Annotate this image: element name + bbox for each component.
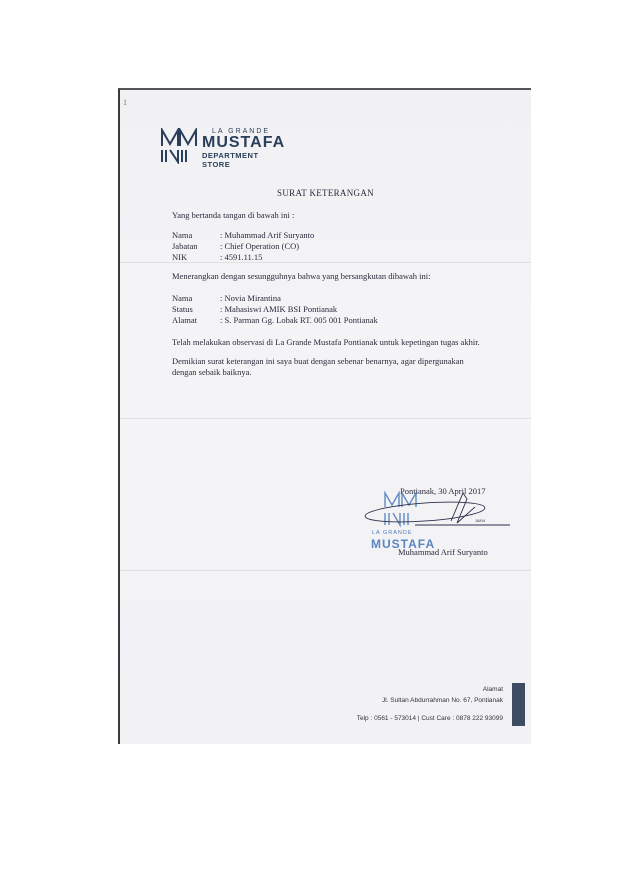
signer-nik-row: [172, 252, 422, 262]
stamp-line-1: LA GRANDE: [372, 530, 413, 536]
page-number: 1: [123, 98, 127, 107]
subject-name-value: : Novia Mirantina: [220, 293, 281, 303]
subject-name-label: Nama: [172, 293, 193, 303]
footer-contact: Telp : 0561 - 573014 | Cust Care : 0878 222 93099: [356, 715, 503, 722]
footer-address-label: Alamat: [482, 686, 503, 693]
intro-text: Yang bertanda tangan di bawah ini :: [172, 210, 295, 220]
signer-name-label: Nama: [172, 230, 193, 240]
stamp-line-2: MUSTAFA: [371, 537, 436, 551]
subject-name-row: [172, 293, 422, 303]
letter-title: SURAT KETERANGAN: [277, 188, 374, 198]
subject-status-label: Status: [172, 304, 193, 314]
logo-line-1: LA GRANDE: [212, 128, 271, 135]
fold-line: [120, 418, 531, 419]
subject-status-row: [172, 304, 422, 314]
place-date: Pontianak, 30 April 2017: [400, 486, 486, 496]
logo-line-2: MUSTAFA: [202, 134, 286, 151]
subject-address-row: [172, 315, 422, 325]
signer-name-row: [172, 230, 422, 240]
signer-position-label: Jabatan: [172, 241, 198, 251]
logo-wordmark: [202, 128, 285, 169]
fold-line: [120, 262, 531, 263]
signer-position-value: : Chief Operation (CO): [220, 241, 300, 251]
footer-accent-bar: [512, 683, 525, 726]
logo-line-3: DEPARTMENT STORE: [202, 151, 259, 169]
signer-nik-value: : 4591.11.15: [220, 252, 263, 262]
footer-address: Jl. Sultan Abdurrahman No. 67, Pontianak: [381, 697, 503, 704]
statement-text: Menerangkan dengan sesungguhnya bahwa yang bersangkutan dibawah ini:: [172, 271, 431, 281]
logo-mark-icon: [160, 128, 198, 164]
signer-name-value: : Muhammad Arif Suryanto: [220, 230, 315, 240]
svg-text:18/04: 18/04: [475, 518, 486, 523]
closing-text: Demikian surat keterangan ini saya buat dengan sebenar benarnya, agar dipergunakan dengan sebaik baiknya.: [172, 356, 464, 377]
signer-nik-label: NIK: [172, 252, 188, 262]
signer-position-row: [172, 241, 422, 251]
subject-address-value: : S. Parman Gg. Lobak RT. 005 001 Pontianak: [220, 315, 378, 325]
letter-sheet: [118, 88, 531, 744]
fold-line: [120, 570, 531, 571]
signature-name: Muhammad Arif Suryanto: [398, 547, 488, 557]
observation-text: Telah melakukan observasi di La Grande Mustafa Pontianak untuk kepetingan tugas akhir.: [172, 337, 480, 347]
subject-status-value: : Mahasiswi AMIK BSI Pontianak: [220, 304, 338, 314]
subject-address-label: Alamat: [172, 315, 198, 325]
